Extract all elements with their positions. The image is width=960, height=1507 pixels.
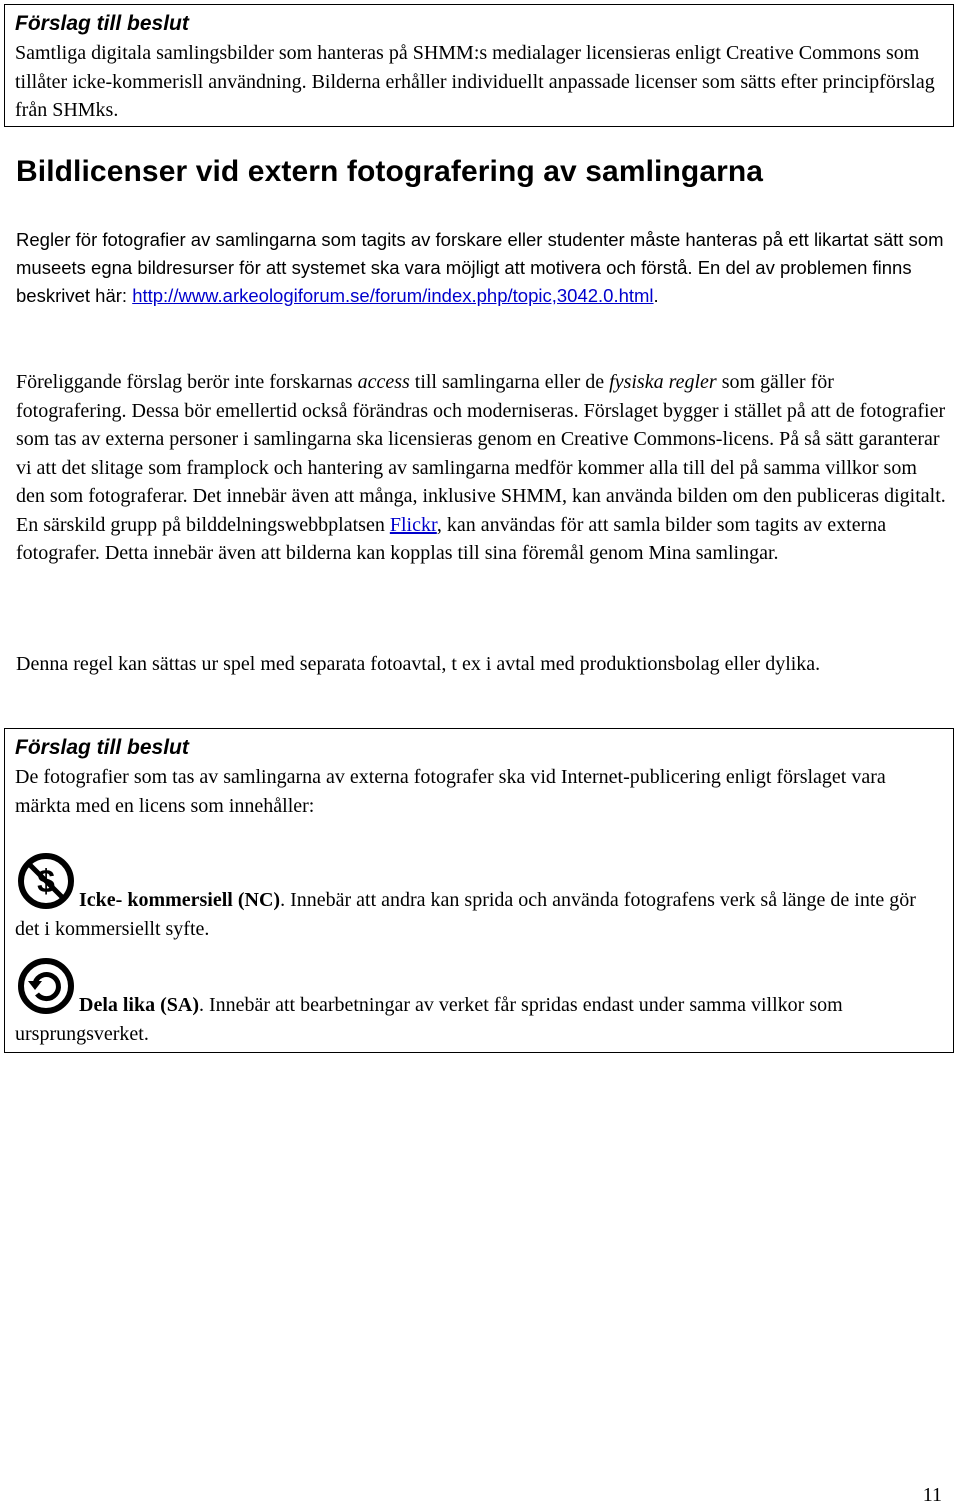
decision-text-2: De fotografier som tas av samlingarna av externa fotografer ska vid Internet-publicering enligt förslaget vara märkta med en licens som innehåller: — [15, 766, 886, 817]
arkeologiforum-link[interactable]: http://www.arkeologiforum.se/forum/index.php/topic,3042.0.html — [132, 285, 654, 306]
license-nc — [15, 850, 943, 943]
p2-text-d: , kan användas för att samla bilder som tagits av externa fotografer. Detta innebär även att bilderna kan kopplas till sina föremål genom Mina samlingar. — [16, 513, 887, 564]
p2-text-c: som gäller för fotografering. Dessa bör emellertid också förändras och moderniseras. Förslaget bygger i stället på att de fotografier som tas av externa personer i samlingarna ska licensieras genom en Creative Commons-licens. På så sätt garanterar vi att det slitage som framplock och hantering av samlingarna medför kommer alla till del på samma villkor som den som fotograferar. Det innebär även att många, inklusive SHMM, kan använda bilden om den publiceras digitalt. En särskild grupp på bilddelningswebbplatsen — [16, 371, 946, 536]
page-number: 11 — [922, 1484, 942, 1506]
license-nc-text: . Innebär att andra kan sprida och använda fotografens verk så länge de inte gör det i kommersiellt syfte. — [15, 889, 916, 940]
exception-paragraph: Denna regel kan sättas ur spel med separata fotoavtal, t ex i avtal med produktionsbolag eller dylika. — [16, 653, 821, 675]
share-alike-icon — [15, 955, 77, 1017]
decision-box-top — [4, 4, 954, 127]
license-sa-name: Dela lika (SA) — [79, 994, 199, 1016]
p2-em-rules: fysiska regler — [609, 371, 717, 393]
license-nc-name: Icke- kommersiell (NC) — [79, 889, 281, 911]
intro-paragraph — [16, 226, 946, 310]
flickr-link[interactable]: Flickr — [389, 513, 437, 536]
intro-text: Regler för fotografier av samlingarna som tagits av forskare eller studenter måste hanteras på ett likartat sätt som museets egna bildresurser för att systemet ska vara möjligt att motivera och förstå. En del av problemen finns beskrivet här: — [16, 229, 944, 306]
license-sa-text: . Innebär att bearbetningar av verket får spridas endast under samma villkor som ursprungsverket. — [15, 994, 843, 1045]
license-sa — [15, 955, 943, 1048]
intro-end: . — [653, 285, 659, 306]
decision-title: Förslag till beslut — [15, 12, 189, 35]
p2-text-a: Föreliggande förslag berör inte forskarnas — [16, 371, 358, 393]
decision-title-2: Förslag till beslut — [15, 736, 189, 759]
decision-text: Samtliga digitala samlingsbilder som hanteras på SHMM:s medialager licensieras enligt Creative Commons som tillåter icke-kommerisll användning. Bilderna erhåller individuellt anpassade licenser som sätts efter principförslag från SHMks. — [15, 42, 935, 121]
non-commercial-icon — [15, 850, 77, 912]
proposal-paragraph — [16, 368, 946, 568]
section-heading: Bildlicenser vid extern fotografering av samlingarna — [16, 155, 764, 188]
p2-text-b: till samlingarna eller de — [409, 371, 610, 393]
svg-text:$: $ — [37, 863, 55, 899]
decision-box-bottom — [4, 728, 954, 1053]
p2-em-access: access — [357, 371, 410, 393]
